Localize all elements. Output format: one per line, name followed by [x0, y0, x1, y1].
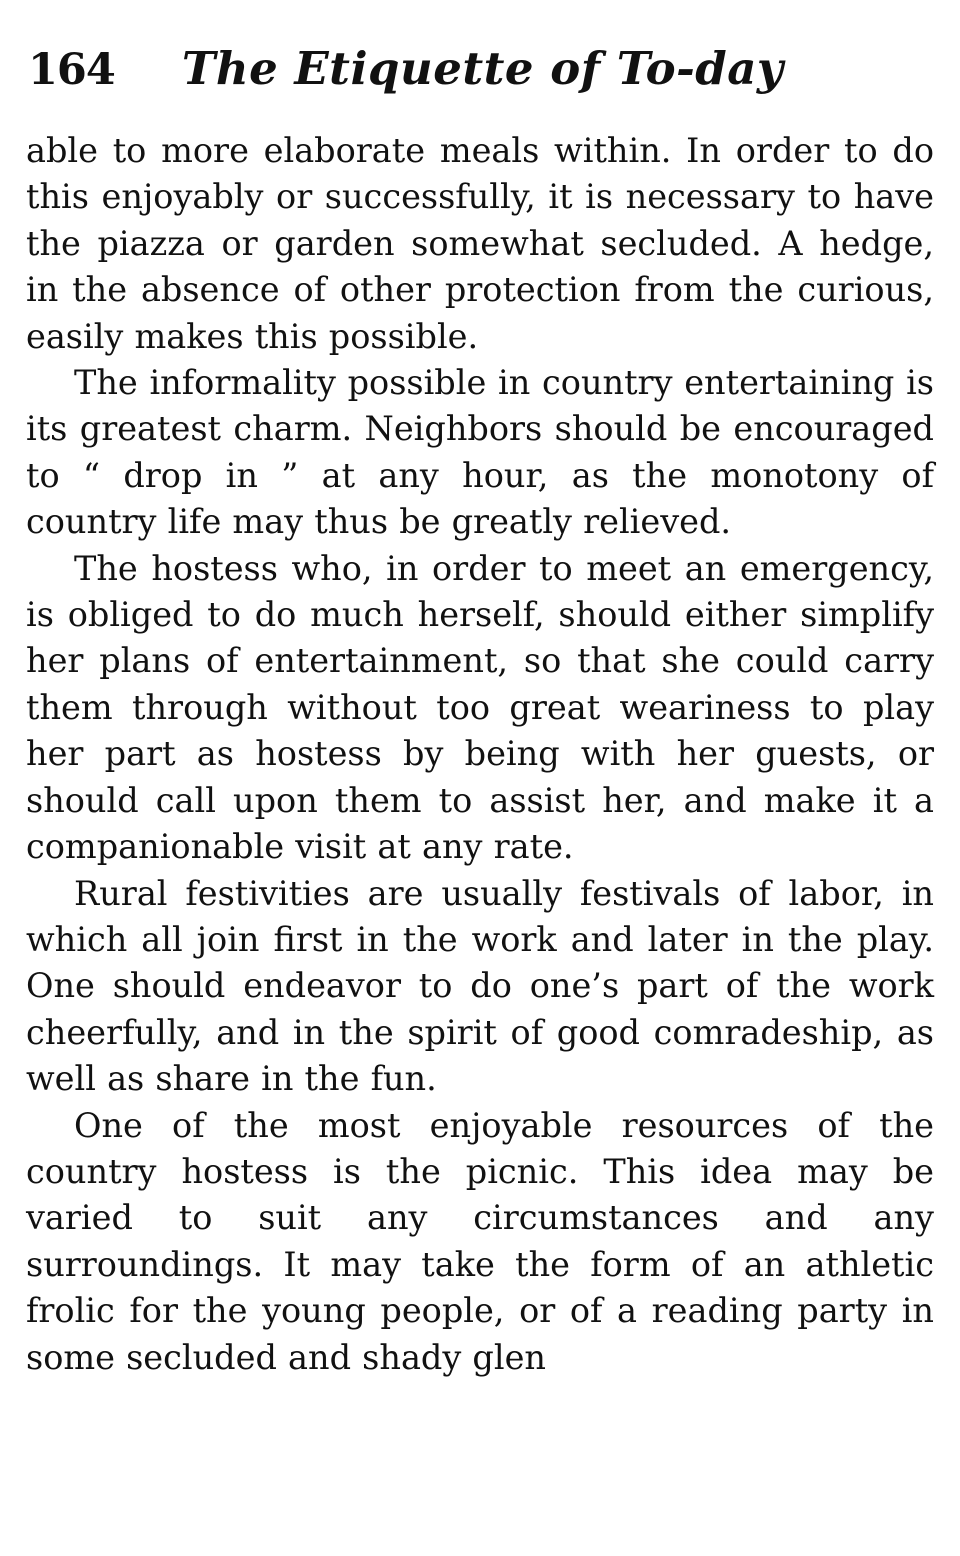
running-title: The Etiquette of To-day — [181, 42, 784, 95]
paragraph-rural-festivities: Rural festivities are usually festivals of labor, in which all join first in the work and later in the play. One should endeavor to do one’s part of the work cheerfully, and in the spirit of good comradeship, as well as share in the fun. — [26, 873, 934, 1099]
body-text — [26, 128, 934, 1381]
running-head — [28, 42, 788, 112]
page-number: 164 — [28, 45, 115, 95]
paragraph-hostess: The hostess who, in order to meet an emergency, is obliged to do much herself, should either simplify her plans of entertainment, so that she could carry them through without too great weariness to play her part as hostess by being with her guests, or should call upon them to assist her, and make it a companionable visit at any rate. — [26, 548, 934, 867]
paragraph-continued: able to more elaborate meals within. In order to do this enjoyably or successfully, it is necessary to have the piazza or garden somewhat secluded. A hedge, in the absence of other protection from the curious, easily makes this possible. — [26, 131, 934, 356]
paragraph-informality: The informality possible in country entertaining is its greatest charm. Neighbors should be encouraged to “ drop in ” at any hour, as the monotony of country life may thus be greatly relieved. — [26, 363, 934, 542]
paragraph-picnic: One of the most enjoyable resources of the country hostess is the picnic. This idea may be varied to suit any circumstances and any surroundings. It may take the form of an athletic frolic for the young people, or of a reading party in some secluded and shady glen — [26, 1105, 934, 1377]
